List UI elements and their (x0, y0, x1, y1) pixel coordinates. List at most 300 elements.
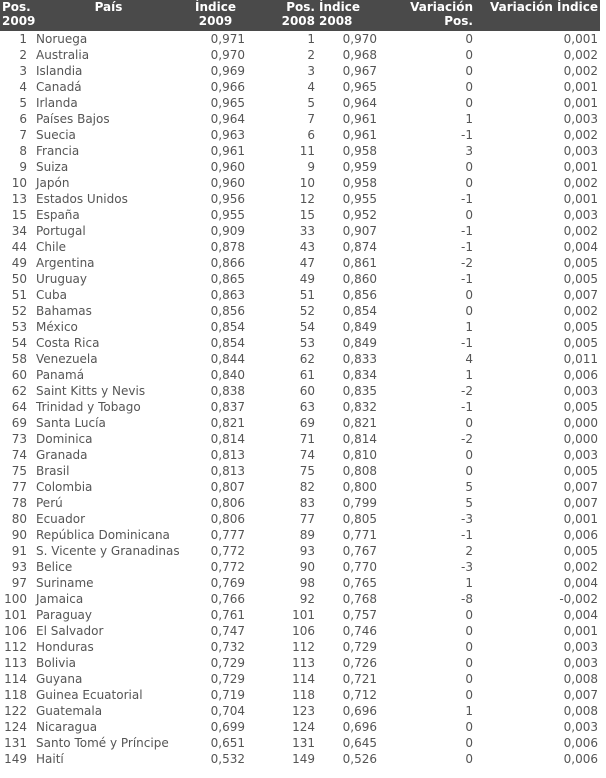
cell-variacion-pos: -1 (461, 128, 473, 142)
cell-variacion-indice: 0,003 (563, 384, 598, 398)
cell-variacion-pos: 0 (465, 624, 473, 638)
cell-pais: Cuba (36, 288, 67, 302)
cell-pos-2008: 5 (307, 96, 315, 110)
table-row (0, 735, 600, 751)
cell-pais: República Dominicana (36, 528, 170, 542)
table-row (0, 271, 600, 287)
cell-pos-2008: 4 (307, 80, 315, 94)
cell-indice-2008: 0,726 (342, 656, 377, 670)
cell-indice-2009: 0,837 (210, 400, 245, 414)
table-row (0, 143, 600, 159)
cell-pos-2009: 52 (11, 304, 27, 318)
table-row (0, 383, 600, 399)
table-row (0, 239, 600, 255)
cell-variacion-pos: 0 (465, 288, 473, 302)
cell-variacion-indice: 0,007 (563, 480, 598, 494)
cell-pos-2009: 1 (19, 32, 27, 46)
cell-pais: Uruguay (36, 272, 87, 286)
cell-indice-2009: 0,878 (210, 240, 245, 254)
cell-indice-2009: 0,651 (210, 736, 245, 750)
cell-pos-2008: 98 (299, 576, 315, 590)
cell-variacion-indice: 0,005 (563, 400, 598, 414)
cell-pos-2008: 113 (292, 656, 315, 670)
cell-variacion-indice: 0,001 (563, 624, 598, 638)
cell-indice-2008: 0,770 (342, 560, 377, 574)
cell-pos-2009: 62 (11, 384, 27, 398)
cell-variacion-pos: 0 (465, 32, 473, 46)
cell-indice-2008: 0,746 (342, 624, 377, 638)
cell-pais: Saint Kitts y Nevis (36, 384, 146, 398)
table-row (0, 127, 600, 143)
cell-pos-2009: 114 (4, 672, 27, 686)
cell-pais: Estados Unidos (36, 192, 128, 206)
cell-indice-2009: 0,719 (210, 688, 245, 702)
cell-indice-2008: 0,849 (342, 320, 377, 334)
cell-variacion-pos: -2 (461, 432, 473, 446)
cell-variacion-pos: -1 (461, 336, 473, 350)
header-indice-2008[interactable]: Índice 2008 (317, 0, 379, 31)
cell-pos-2008: 1 (307, 32, 315, 46)
cell-variacion-indice: 0,005 (563, 320, 598, 334)
header-variacion-indice[interactable]: Variación Índice (475, 0, 600, 31)
cell-indice-2009: 0,772 (210, 544, 245, 558)
cell-variacion-pos: -1 (461, 400, 473, 414)
cell-indice-2008: 0,967 (342, 64, 377, 78)
cell-indice-2009: 0,806 (210, 512, 245, 526)
cell-variacion-pos: 0 (465, 416, 473, 430)
cell-indice-2009: 0,532 (210, 752, 245, 766)
cell-pos-2009: 4 (19, 80, 27, 94)
cell-pais: S. Vicente y Granadinas (36, 544, 180, 558)
cell-pais: Ecuador (36, 512, 86, 526)
table-row (0, 287, 600, 303)
header-indice-2009[interactable]: Índice 2009 (184, 0, 247, 31)
table-row (0, 319, 600, 335)
cell-variacion-pos: -8 (461, 592, 473, 606)
cell-pos-2009: 8 (19, 144, 27, 158)
cell-pais: Paraguay (36, 608, 93, 622)
cell-indice-2009: 0,772 (210, 560, 245, 574)
cell-pos-2009: 100 (4, 592, 27, 606)
cell-indice-2009: 0,866 (210, 256, 245, 270)
cell-variacion-pos: 0 (465, 464, 473, 478)
header-row (0, 0, 600, 31)
cell-variacion-indice: 0,005 (563, 544, 598, 558)
table-row (0, 303, 600, 319)
cell-indice-2008: 0,757 (342, 608, 377, 622)
cell-variacion-indice: 0,005 (563, 256, 598, 270)
cell-pos-2008: 63 (299, 400, 315, 414)
cell-indice-2009: 0,807 (210, 480, 245, 494)
cell-indice-2008: 0,968 (342, 48, 377, 62)
cell-variacion-indice: 0,007 (563, 496, 598, 510)
cell-pos-2009: 5 (19, 96, 27, 110)
table-row (0, 111, 600, 127)
cell-variacion-indice: 0,005 (563, 464, 598, 478)
cell-indice-2008: 0,805 (342, 512, 377, 526)
table-row (0, 223, 600, 239)
cell-pos-2009: 69 (11, 416, 27, 430)
cell-variacion-pos: 3 (465, 144, 473, 158)
cell-pos-2008: 3 (307, 64, 315, 78)
cell-pos-2008: 11 (299, 144, 315, 158)
cell-variacion-indice: 0,003 (563, 640, 598, 654)
cell-pos-2008: 69 (299, 416, 315, 430)
header-variacion-pos[interactable]: Variación Pos. (379, 0, 475, 31)
cell-variacion-pos: 0 (465, 448, 473, 462)
cell-indice-2009: 0,966 (210, 80, 245, 94)
cell-pos-2009: 15 (11, 208, 27, 222)
table-row (0, 655, 600, 671)
cell-indice-2009: 0,806 (210, 496, 245, 510)
cell-variacion-pos: 1 (465, 576, 473, 590)
cell-pos-2009: 97 (11, 576, 27, 590)
cell-indice-2009: 0,960 (210, 160, 245, 174)
cell-pais: Bahamas (36, 304, 92, 318)
cell-indice-2008: 0,959 (342, 160, 377, 174)
cell-variacion-pos: -1 (461, 528, 473, 542)
cell-pos-2008: 51 (299, 288, 315, 302)
cell-pais: Haití (36, 752, 64, 766)
cell-pos-2009: 53 (11, 320, 27, 334)
cell-indice-2009: 0,747 (210, 624, 245, 638)
cell-indice-2009: 0,955 (210, 208, 245, 222)
cell-variacion-indice: 0,005 (563, 272, 598, 286)
cell-indice-2009: 0,840 (210, 368, 245, 382)
cell-indice-2009: 0,854 (210, 336, 245, 350)
cell-indice-2009: 0,814 (210, 432, 245, 446)
cell-indice-2009: 0,965 (210, 96, 245, 110)
cell-pos-2009: 75 (11, 464, 27, 478)
cell-pais: Trinidad y Tobago (36, 400, 141, 414)
cell-pos-2008: 53 (299, 336, 315, 350)
cell-pais: Australia (36, 48, 90, 62)
cell-variacion-indice: 0,001 (563, 512, 598, 526)
cell-variacion-indice: 0,002 (563, 64, 598, 78)
header-pos-2009[interactable]: Pos. 2009 (0, 0, 33, 31)
cell-variacion-pos: 5 (465, 480, 473, 494)
cell-variacion-indice: 0,000 (563, 432, 598, 446)
cell-pos-2009: 50 (11, 272, 27, 286)
cell-pos-2009: 44 (11, 240, 27, 254)
cell-pos-2009: 3 (19, 64, 27, 78)
table-row (0, 175, 600, 191)
cell-variacion-pos: 0 (465, 736, 473, 750)
cell-indice-2008: 0,721 (342, 672, 377, 686)
cell-pais: Canadá (36, 80, 82, 94)
table-row (0, 31, 600, 47)
cell-indice-2008: 0,964 (342, 96, 377, 110)
cell-indice-2008: 0,835 (342, 384, 377, 398)
cell-indice-2008: 0,860 (342, 272, 377, 286)
cell-pos-2008: 89 (299, 528, 315, 542)
cell-pais: Japón (36, 176, 70, 190)
table-row (0, 63, 600, 79)
cell-pos-2008: 90 (299, 560, 315, 574)
cell-variacion-indice: 0,003 (563, 208, 598, 222)
cell-indice-2008: 0,832 (342, 400, 377, 414)
cell-indice-2009: 0,821 (210, 416, 245, 430)
table-row (0, 255, 600, 271)
cell-indice-2009: 0,844 (210, 352, 245, 366)
cell-variacion-indice: 0,007 (563, 288, 598, 302)
cell-indice-2008: 0,965 (342, 80, 377, 94)
cell-variacion-pos: -2 (461, 384, 473, 398)
cell-variacion-pos: 1 (465, 368, 473, 382)
cell-pos-2008: 54 (299, 320, 315, 334)
table-row (0, 511, 600, 527)
cell-pais: Jamaica (36, 592, 84, 606)
cell-pais: Islandia (36, 64, 83, 78)
cell-pais: Brasil (36, 464, 70, 478)
cell-variacion-pos: 0 (465, 688, 473, 702)
header-pais[interactable]: País (33, 0, 184, 31)
cell-variacion-pos: 0 (465, 672, 473, 686)
table-row (0, 463, 600, 479)
cell-pos-2008: 49 (299, 272, 315, 286)
cell-variacion-indice: 0,001 (563, 96, 598, 110)
cell-pos-2009: 131 (4, 736, 27, 750)
cell-variacion-indice: 0,004 (563, 576, 598, 590)
cell-pos-2009: 113 (4, 656, 27, 670)
cell-pos-2008: 75 (299, 464, 315, 478)
cell-pos-2009: 64 (11, 400, 27, 414)
cell-indice-2008: 0,958 (342, 176, 377, 190)
cell-pais: Noruega (36, 32, 88, 46)
cell-indice-2009: 0,856 (210, 304, 245, 318)
cell-pos-2009: 101 (4, 608, 27, 622)
cell-indice-2008: 0,799 (342, 496, 377, 510)
cell-variacion-indice: 0,006 (563, 368, 598, 382)
table-row (0, 751, 600, 767)
cell-variacion-indice: 0,003 (563, 112, 598, 126)
cell-indice-2008: 0,958 (342, 144, 377, 158)
cell-pos-2008: 2 (307, 48, 315, 62)
cell-indice-2009: 0,729 (210, 672, 245, 686)
cell-pais: Suriname (36, 576, 94, 590)
cell-pos-2008: 101 (292, 608, 315, 622)
cell-pais: Guatemala (36, 704, 103, 718)
cell-indice-2008: 0,861 (342, 256, 377, 270)
cell-pos-2008: 9 (307, 160, 315, 174)
cell-indice-2008: 0,526 (342, 752, 377, 766)
cell-variacion-pos: -3 (461, 512, 473, 526)
cell-variacion-pos: -1 (461, 272, 473, 286)
cell-variacion-indice: 0,002 (563, 304, 598, 318)
cell-pos-2009: 91 (11, 544, 27, 558)
cell-variacion-pos: 1 (465, 112, 473, 126)
cell-variacion-indice: 0,008 (563, 672, 598, 686)
cell-pais: Perú (36, 496, 63, 510)
cell-pos-2008: 93 (299, 544, 315, 558)
table-row (0, 351, 600, 367)
cell-variacion-indice: 0,001 (563, 32, 598, 46)
cell-pos-2008: 71 (299, 432, 315, 446)
cell-variacion-indice: 0,003 (563, 656, 598, 670)
cell-pais: Belice (36, 560, 73, 574)
cell-indice-2008: 0,833 (342, 352, 377, 366)
cell-pos-2009: 34 (11, 224, 27, 238)
cell-pos-2009: 93 (11, 560, 27, 574)
cell-pos-2008: 52 (299, 304, 315, 318)
table-row (0, 591, 600, 607)
cell-indice-2008: 0,955 (342, 192, 377, 206)
cell-indice-2009: 0,761 (210, 608, 245, 622)
cell-indice-2009: 0,838 (210, 384, 245, 398)
table-row (0, 159, 600, 175)
cell-pais: Santa Lucía (36, 416, 106, 430)
cell-indice-2008: 0,821 (342, 416, 377, 430)
table-row (0, 703, 600, 719)
cell-indice-2009: 0,961 (210, 144, 245, 158)
cell-pais: Granada (36, 448, 88, 462)
cell-pais: Nicaragua (36, 720, 98, 734)
cell-indice-2008: 0,849 (342, 336, 377, 350)
cell-pos-2008: 106 (292, 624, 315, 638)
cell-variacion-indice: -0,002 (559, 592, 598, 606)
cell-variacion-pos: 0 (465, 656, 473, 670)
cell-pais: Guyana (36, 672, 83, 686)
cell-indice-2009: 0,699 (210, 720, 245, 734)
cell-indice-2009: 0,704 (210, 704, 245, 718)
cell-pos-2008: 123 (292, 704, 315, 718)
table-row (0, 495, 600, 511)
cell-indice-2009: 0,769 (210, 576, 245, 590)
cell-pais: Argentina (36, 256, 95, 270)
cell-indice-2008: 0,961 (342, 112, 377, 126)
cell-pos-2008: 74 (299, 448, 315, 462)
cell-indice-2008: 0,874 (342, 240, 377, 254)
cell-indice-2008: 0,970 (342, 32, 377, 46)
cell-variacion-indice: 0,006 (563, 752, 598, 766)
cell-pos-2009: 51 (11, 288, 27, 302)
cell-pais: El Salvador (36, 624, 104, 638)
cell-pais: Bolivia (36, 656, 77, 670)
cell-variacion-pos: 1 (465, 320, 473, 334)
cell-pos-2008: 7 (307, 112, 315, 126)
cell-pos-2009: 10 (11, 176, 27, 190)
cell-indice-2009: 0,909 (210, 224, 245, 238)
cell-pos-2009: 149 (4, 752, 27, 766)
cell-variacion-indice: 0,006 (563, 736, 598, 750)
cell-pais: México (36, 320, 78, 334)
cell-pos-2009: 7 (19, 128, 27, 142)
cell-pos-2009: 106 (4, 624, 27, 638)
cell-indice-2008: 0,767 (342, 544, 377, 558)
cell-variacion-indice: 0,000 (563, 416, 598, 430)
table-row (0, 543, 600, 559)
table-header (0, 0, 600, 31)
cell-pos-2009: 73 (11, 432, 27, 446)
cell-variacion-indice: 0,002 (563, 128, 598, 142)
cell-indice-2009: 0,964 (210, 112, 245, 126)
cell-pais: Colombia (36, 480, 93, 494)
table-row (0, 575, 600, 591)
cell-pos-2008: 15 (299, 208, 315, 222)
cell-indice-2009: 0,960 (210, 176, 245, 190)
cell-pos-2008: 149 (292, 752, 315, 766)
cell-pos-2009: 54 (11, 336, 27, 350)
cell-variacion-pos: 0 (465, 640, 473, 654)
cell-pos-2009: 118 (4, 688, 27, 702)
cell-pais: Francia (36, 144, 80, 158)
cell-pais: Portugal (36, 224, 86, 238)
cell-variacion-indice: 0,002 (563, 224, 598, 238)
cell-indice-2008: 0,765 (342, 576, 377, 590)
cell-pos-2009: 74 (11, 448, 27, 462)
cell-pos-2008: 131 (292, 736, 315, 750)
cell-indice-2008: 0,834 (342, 368, 377, 382)
header-pos-2008[interactable]: Pos. 2008 (247, 0, 317, 31)
cell-indice-2008: 0,771 (342, 528, 377, 542)
cell-pos-2009: 58 (11, 352, 27, 366)
cell-variacion-pos: 0 (465, 176, 473, 190)
table-row (0, 79, 600, 95)
cell-pos-2008: 61 (299, 368, 315, 382)
cell-variacion-indice: 0,003 (563, 720, 598, 734)
cell-indice-2009: 0,813 (210, 448, 245, 462)
cell-variacion-indice: 0,001 (563, 160, 598, 174)
cell-pos-2009: 49 (11, 256, 27, 270)
cell-indice-2008: 0,952 (342, 208, 377, 222)
table-row (0, 335, 600, 351)
cell-indice-2009: 0,956 (210, 192, 245, 206)
cell-indice-2008: 0,768 (342, 592, 377, 606)
cell-variacion-pos: 0 (465, 96, 473, 110)
cell-variacion-pos: 0 (465, 304, 473, 318)
cell-indice-2008: 0,696 (342, 704, 377, 718)
cell-pos-2008: 33 (299, 224, 315, 238)
cell-variacion-indice: 0,007 (563, 688, 598, 702)
cell-pos-2008: 124 (292, 720, 315, 734)
table-row (0, 191, 600, 207)
cell-indice-2008: 0,729 (342, 640, 377, 654)
cell-indice-2008: 0,800 (342, 480, 377, 494)
cell-indice-2008: 0,961 (342, 128, 377, 142)
table-row (0, 559, 600, 575)
cell-variacion-indice: 0,003 (563, 144, 598, 158)
cell-pais: Honduras (36, 640, 94, 654)
table-row (0, 367, 600, 383)
cell-indice-2009: 0,971 (210, 32, 245, 46)
cell-pais: Dominica (36, 432, 93, 446)
cell-variacion-pos: 0 (465, 720, 473, 734)
cell-variacion-indice: 0,001 (563, 192, 598, 206)
cell-pos-2008: 77 (299, 512, 315, 526)
cell-variacion-indice: 0,002 (563, 48, 598, 62)
cell-pos-2009: 2 (19, 48, 27, 62)
cell-variacion-pos: 1 (465, 704, 473, 718)
cell-indice-2008: 0,810 (342, 448, 377, 462)
cell-variacion-pos: -2 (461, 256, 473, 270)
table-row (0, 415, 600, 431)
cell-pos-2009: 77 (11, 480, 27, 494)
cell-variacion-indice: 0,006 (563, 528, 598, 542)
cell-variacion-indice: 0,002 (563, 560, 598, 574)
cell-variacion-pos: 0 (465, 752, 473, 766)
cell-variacion-pos: 0 (465, 208, 473, 222)
cell-variacion-indice: 0,011 (563, 352, 598, 366)
cell-pos-2009: 112 (4, 640, 27, 654)
cell-variacion-pos: -3 (461, 560, 473, 574)
cell-variacion-pos: -1 (461, 224, 473, 238)
table-row (0, 479, 600, 495)
cell-indice-2008: 0,696 (342, 720, 377, 734)
cell-variacion-indice: 0,004 (563, 608, 598, 622)
cell-variacion-pos: -1 (461, 240, 473, 254)
cell-variacion-indice: 0,001 (563, 80, 598, 94)
cell-variacion-pos: 0 (465, 64, 473, 78)
